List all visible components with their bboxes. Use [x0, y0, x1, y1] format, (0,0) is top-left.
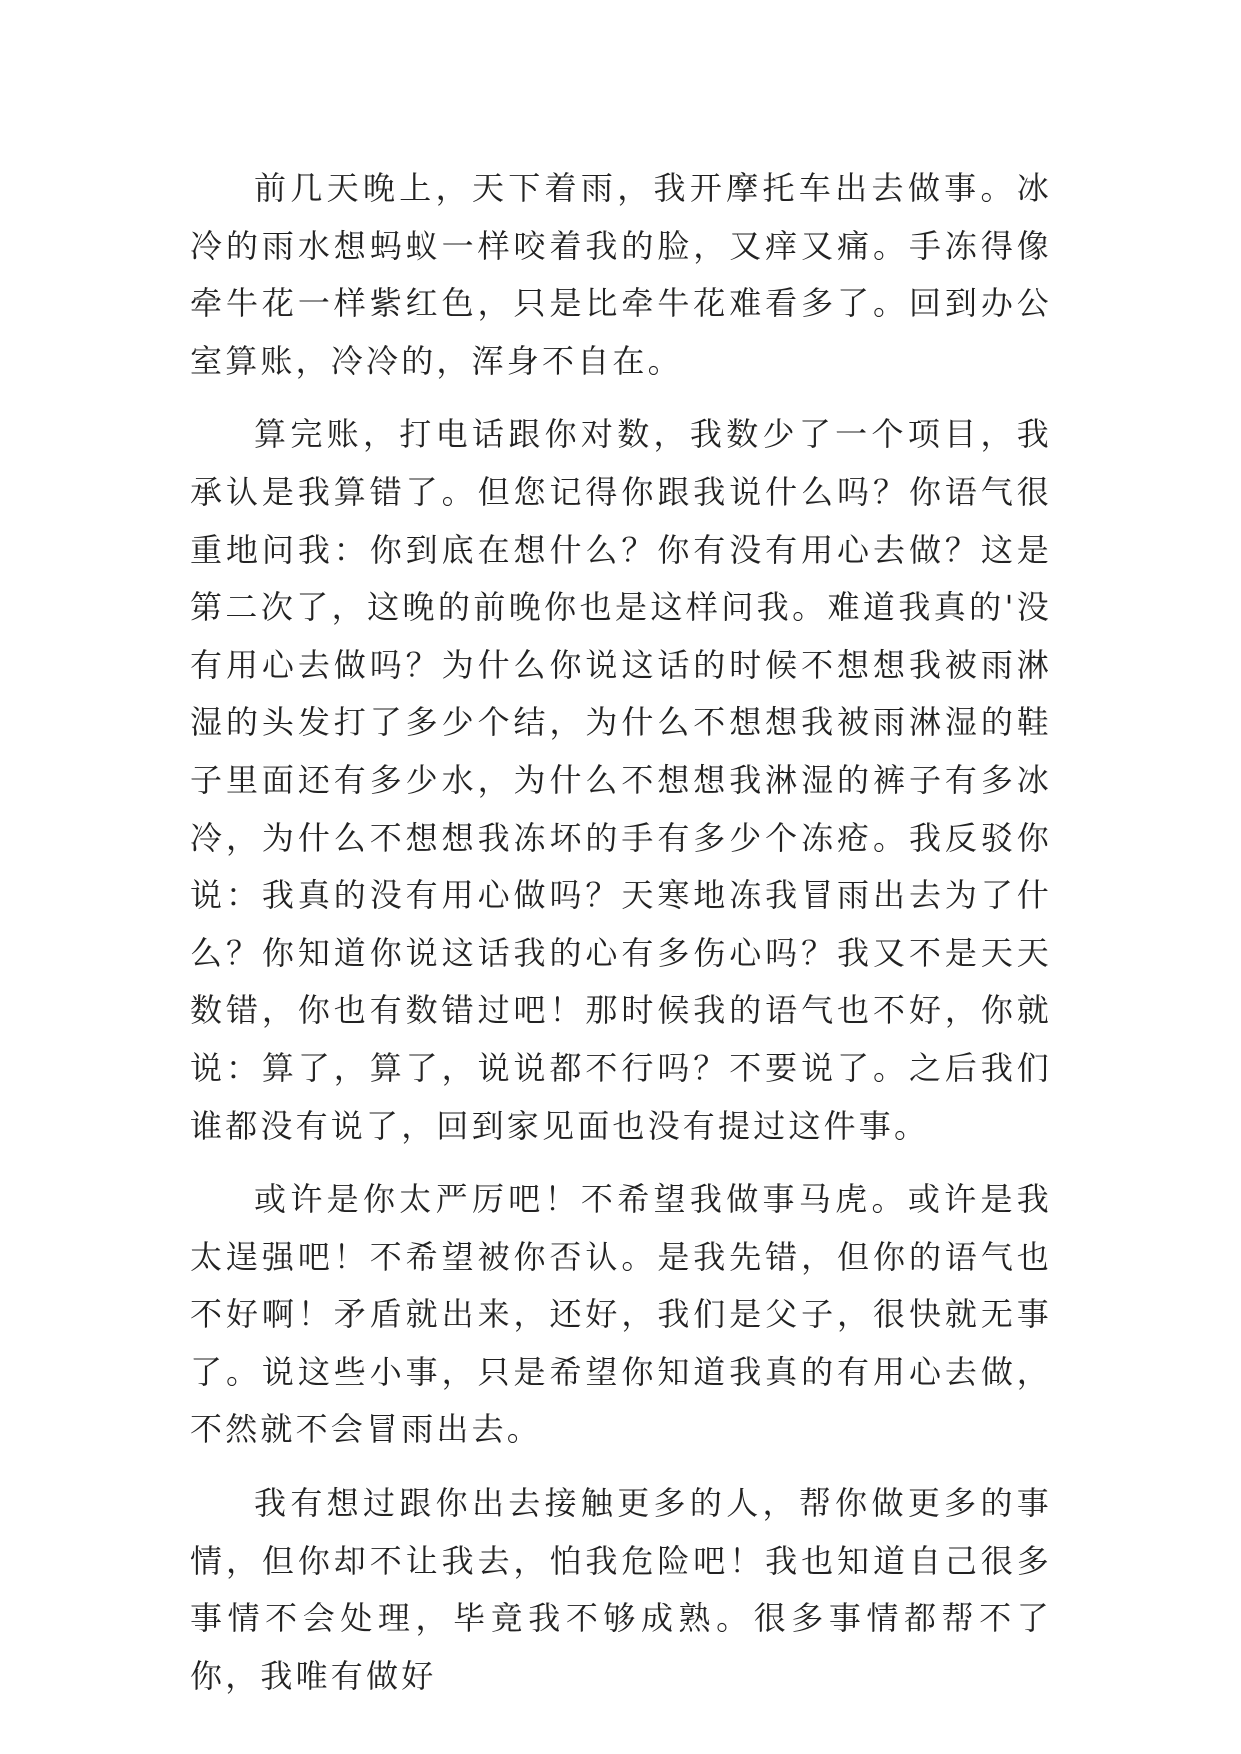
paragraph-2: 算完账，打电话跟你对数，我数少了一个项目，我承认是我算错了。但您记得你跟我说什么吗？你语气很重地问我：你到底在想什么？你有没有用心去做？这是第二次了，这晚的前晚你也是这样问我。难道我真的'没有用心去做吗？为什么你说这话的时候不想想我被雨淋湿的头发打了多少个结，为什么不想想我被雨淋湿的鞋子里面还有多少水，为什么不想想我淋湿的裤子有多冰冷，为什么不想想我冻坏的手有多少个冻疮。我反驳你说：我真的没有用心做吗？天寒地冻我冒雨出去为了什么？你知道你说这话我的心有多伤心吗？我又不是天天数错，你也有数错过吧！那时候我的语气也不好，你就说：算了，算了，说说都不行吗？不要说了。之后我们谁都没有说了，回到家见面也没有提过这件事。: [190, 415, 1052, 1145]
document-body: [190, 160, 1052, 1705]
paragraph-3: 或许是你太严厉吧！不希望我做事马虎。或许是我太逞强吧！不希望被你否认。是我先错，但你的语气也不好啊！矛盾就出来，还好，我们是父子，很快就无事了。说这些小事，只是希望你知道我真的有用心去做，不然就不会冒雨出去。: [190, 1180, 1052, 1449]
paragraph-4: 我有想过跟你出去接触更多的人，帮你做更多的事情，但你却不让我去，怕我危险吧！我也知道自己很多事情不会处理，毕竟我不够成熟。很多事情都帮不了你，我唯有做好: [190, 1484, 1052, 1695]
paragraph-1: 前几天晚上，天下着雨，我开摩托车出去做事。冰冷的雨水想蚂蚁一样咬着我的脸，又痒又痛。手冻得像牵牛花一样紫红色，只是比牵牛花难看多了。回到办公室算账，冷冷的，浑身不自在。: [190, 169, 1052, 380]
